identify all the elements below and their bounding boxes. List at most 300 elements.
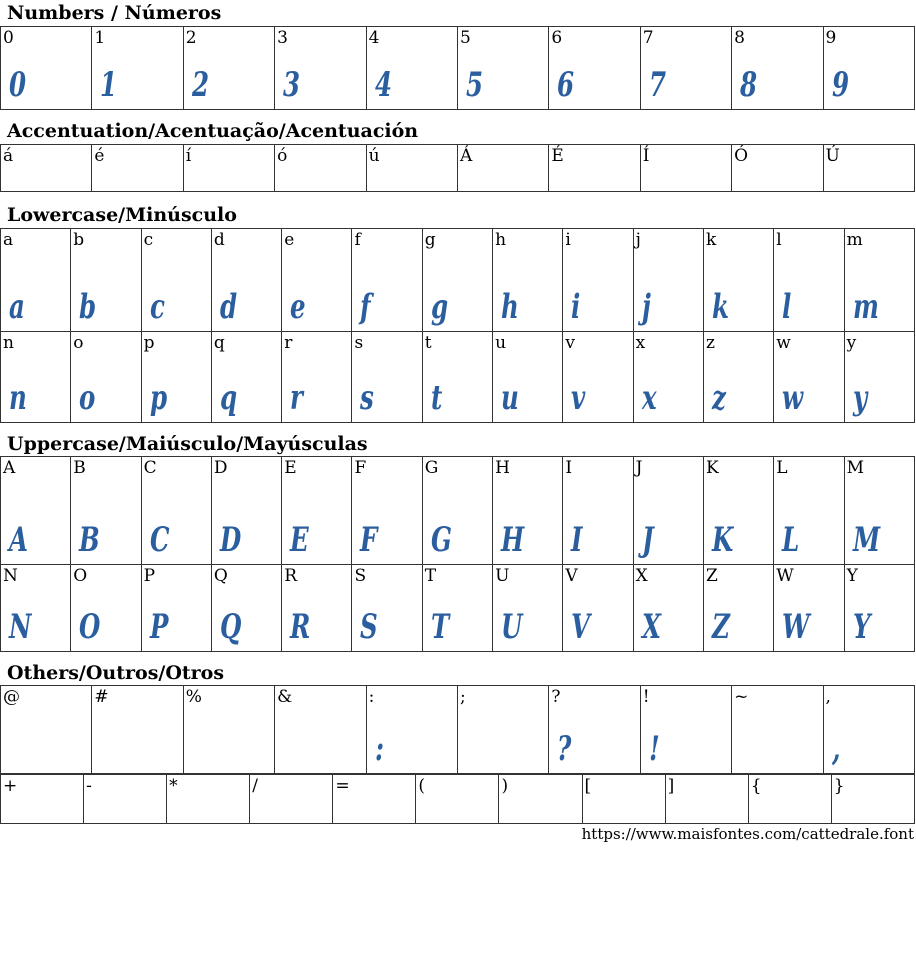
char-label: V bbox=[565, 566, 578, 586]
char-label: 9 bbox=[825, 28, 837, 48]
char-label: a bbox=[3, 230, 14, 250]
glyph-cell-content bbox=[666, 775, 748, 823]
char-label: T bbox=[424, 566, 437, 586]
glyph-cell bbox=[275, 686, 366, 774]
char-label: k bbox=[705, 230, 717, 250]
char-label: t bbox=[424, 333, 432, 353]
glyph-cell-content bbox=[749, 775, 831, 823]
glyph-cell-content bbox=[732, 145, 822, 191]
glyph-sample: B bbox=[79, 520, 100, 560]
glyph-sample: k bbox=[711, 287, 729, 327]
glyph-cell-content bbox=[282, 229, 351, 331]
glyph-cell-content bbox=[423, 229, 492, 331]
others-row-1 bbox=[1, 686, 915, 774]
glyph-cell-content bbox=[367, 686, 457, 773]
glyph-sample: a bbox=[9, 287, 25, 327]
char-label: ú bbox=[368, 146, 380, 166]
glyph-cell-content bbox=[282, 332, 351, 422]
glyph-cell bbox=[366, 145, 457, 192]
glyph-cell-content bbox=[549, 27, 639, 109]
char-label: 4 bbox=[368, 28, 380, 48]
glyph-cell-content bbox=[423, 565, 492, 651]
glyph-cell-content bbox=[352, 229, 421, 331]
glyph-cell bbox=[774, 332, 844, 423]
glyph-cell bbox=[640, 145, 731, 192]
char-label: ] bbox=[667, 776, 675, 796]
char-label: A bbox=[3, 458, 16, 478]
glyph-cell bbox=[141, 565, 211, 652]
glyph-sample: 9 bbox=[831, 65, 849, 105]
glyph-sample: Y bbox=[852, 607, 871, 647]
glyph-cell-content bbox=[84, 775, 166, 823]
glyph-cell bbox=[640, 686, 731, 774]
glyph-sample: ? bbox=[557, 729, 572, 769]
glyph-cell bbox=[211, 565, 281, 652]
glyph-cell bbox=[703, 457, 773, 565]
glyph-sample: 5 bbox=[465, 65, 483, 105]
glyph-sample: U bbox=[501, 607, 523, 647]
char-label: G bbox=[424, 458, 439, 478]
uppercase-title: Uppercase/Maiúsculo/Mayúsculas bbox=[7, 433, 368, 455]
others-row-2 bbox=[1, 775, 915, 824]
char-label: i bbox=[565, 230, 571, 250]
glyph-cell bbox=[282, 565, 352, 652]
footer-url[interactable]: https://www.maisfontes.com/cattedrale.font bbox=[581, 825, 914, 843]
char-label: b bbox=[73, 230, 85, 250]
glyph-cell bbox=[633, 229, 703, 332]
glyph-cell-content bbox=[563, 332, 632, 422]
glyph-cell bbox=[457, 686, 548, 774]
glyph-cell bbox=[1, 332, 71, 423]
glyph-cell bbox=[493, 229, 563, 332]
glyph-sample: h bbox=[501, 287, 519, 327]
char-label: : bbox=[368, 687, 375, 707]
glyph-cell bbox=[582, 775, 665, 824]
glyph-cell-content bbox=[732, 27, 822, 109]
glyph-sample: 2 bbox=[191, 65, 209, 105]
glyph-cell-content bbox=[142, 565, 211, 651]
char-label: O bbox=[73, 566, 88, 586]
glyph-cell bbox=[71, 332, 141, 423]
glyph-cell bbox=[71, 457, 141, 565]
glyph-cell bbox=[844, 457, 914, 565]
char-label: 2 bbox=[185, 28, 197, 48]
char-label: É bbox=[551, 146, 564, 166]
glyph-cell bbox=[422, 229, 492, 332]
glyph-cell bbox=[84, 775, 167, 824]
glyph-cell-content bbox=[416, 775, 498, 823]
glyph-sample: j bbox=[641, 287, 651, 327]
glyph-cell bbox=[665, 775, 748, 824]
glyph-sample: S bbox=[360, 607, 379, 647]
glyph-cell bbox=[1, 565, 71, 652]
glyph-cell bbox=[457, 27, 548, 110]
glyph-sample: n bbox=[9, 378, 27, 418]
glyph-cell-content bbox=[275, 686, 365, 773]
glyph-cell bbox=[92, 27, 183, 110]
glyph-cell bbox=[633, 332, 703, 423]
glyph-cell-content bbox=[493, 332, 562, 422]
glyph-cell bbox=[416, 775, 499, 824]
glyph-cell bbox=[1, 686, 92, 774]
glyph-cell-content bbox=[275, 145, 365, 191]
char-label: % bbox=[185, 687, 202, 707]
glyph-cell bbox=[282, 332, 352, 423]
glyph-cell bbox=[774, 565, 844, 652]
glyph-cell-content bbox=[142, 332, 211, 422]
glyph-sample: z bbox=[711, 378, 726, 418]
glyph-cell-content bbox=[250, 775, 332, 823]
glyph-cell-content bbox=[845, 457, 914, 564]
glyph-sample: d bbox=[219, 287, 238, 327]
glyph-cell-content bbox=[634, 457, 703, 564]
glyph-cell-content bbox=[704, 565, 773, 651]
glyph-cell bbox=[732, 145, 823, 192]
glyph-cell bbox=[457, 145, 548, 192]
glyph-sample: V bbox=[571, 607, 591, 647]
glyph-sample: D bbox=[219, 520, 242, 560]
char-label: x bbox=[635, 333, 646, 353]
char-label: f bbox=[354, 230, 361, 250]
glyph-sample: I bbox=[571, 520, 583, 560]
char-label: I bbox=[565, 458, 573, 478]
glyph-cell-content bbox=[92, 27, 182, 109]
glyph-cell-content bbox=[92, 145, 182, 191]
glyph-cell-content bbox=[367, 145, 457, 191]
glyph-cell bbox=[352, 332, 422, 423]
numbers-row bbox=[1, 27, 915, 110]
char-label: ) bbox=[501, 776, 509, 796]
glyph-cell-content bbox=[1, 565, 70, 651]
char-label: m bbox=[846, 230, 863, 250]
char-label: Z bbox=[705, 566, 718, 586]
glyph-cell bbox=[823, 686, 914, 774]
others-table-1 bbox=[0, 685, 915, 774]
glyph-cell-content bbox=[352, 565, 421, 651]
glyph-sample: 6 bbox=[557, 65, 575, 105]
glyph-cell-content bbox=[167, 775, 249, 823]
glyph-cell bbox=[422, 565, 492, 652]
glyph-cell bbox=[549, 27, 640, 110]
char-label: Q bbox=[213, 566, 228, 586]
glyph-cell-content bbox=[641, 145, 731, 191]
glyph-sample: F bbox=[360, 520, 378, 560]
char-label: s bbox=[354, 333, 364, 353]
glyph-sample: f bbox=[360, 287, 372, 327]
glyph-sample: c bbox=[149, 287, 165, 327]
glyph-cell-content bbox=[563, 457, 632, 564]
glyph-cell bbox=[141, 457, 211, 565]
glyph-cell-content bbox=[1, 457, 70, 564]
glyph-cell-content bbox=[732, 686, 822, 773]
uppercase-row-2 bbox=[1, 565, 915, 652]
glyph-cell bbox=[1, 229, 71, 332]
glyph-cell-content bbox=[71, 565, 140, 651]
glyph-cell bbox=[141, 332, 211, 423]
glyph-cell bbox=[774, 229, 844, 332]
glyph-sample: C bbox=[149, 520, 170, 560]
glyph-cell-content bbox=[845, 565, 914, 651]
char-label: u bbox=[495, 333, 507, 353]
glyph-cell bbox=[493, 332, 563, 423]
char-label: L bbox=[776, 458, 788, 478]
lowercase-row-1 bbox=[1, 229, 915, 332]
char-label: J bbox=[635, 458, 643, 478]
glyph-sample: 3 bbox=[283, 65, 301, 105]
glyph-cell bbox=[366, 27, 457, 110]
glyph-cell bbox=[366, 686, 457, 774]
glyph-cell-content bbox=[352, 332, 421, 422]
glyph-sample: g bbox=[430, 287, 448, 327]
glyph-cell bbox=[211, 229, 281, 332]
glyph-cell-content bbox=[367, 27, 457, 109]
glyph-cell-content bbox=[704, 229, 773, 331]
accents-title: Accentuation/Acentuação/Acentuación bbox=[7, 120, 419, 142]
glyph-cell bbox=[422, 332, 492, 423]
glyph-cell bbox=[844, 332, 914, 423]
glyph-cell-content bbox=[282, 457, 351, 564]
glyph-cell bbox=[703, 565, 773, 652]
glyph-cell bbox=[92, 145, 183, 192]
char-label: Í bbox=[642, 146, 650, 166]
glyph-cell bbox=[1, 775, 84, 824]
glyph-cell bbox=[352, 229, 422, 332]
glyph-cell bbox=[275, 145, 366, 192]
glyph-cell bbox=[71, 565, 141, 652]
glyph-cell bbox=[563, 229, 633, 332]
glyph-cell bbox=[275, 27, 366, 110]
char-label: 7 bbox=[642, 28, 654, 48]
char-label: Y bbox=[846, 566, 858, 586]
glyph-sample: b bbox=[79, 287, 97, 327]
uppercase-table bbox=[0, 456, 915, 652]
glyph-cell-content bbox=[704, 332, 773, 422]
glyph-cell bbox=[549, 145, 640, 192]
glyph-sample: q bbox=[219, 378, 238, 418]
numbers-title: Numbers / Números bbox=[7, 2, 222, 24]
glyph-cell-content bbox=[212, 229, 281, 331]
char-label: p bbox=[143, 333, 155, 353]
glyph-sample: r bbox=[290, 378, 304, 418]
char-label: [ bbox=[584, 776, 592, 796]
glyph-cell-content bbox=[824, 686, 914, 773]
glyph-sample: m bbox=[852, 287, 879, 327]
glyph-sample: e bbox=[290, 287, 306, 327]
glyph-cell-content bbox=[493, 457, 562, 564]
glyph-cell-content bbox=[333, 775, 415, 823]
char-label: 5 bbox=[459, 28, 471, 48]
glyph-sample: M bbox=[852, 520, 880, 560]
char-label: y bbox=[846, 333, 857, 353]
glyph-cell-content bbox=[845, 332, 914, 422]
glyph-cell-content bbox=[142, 457, 211, 564]
glyph-cell bbox=[422, 457, 492, 565]
glyph-cell-content bbox=[71, 229, 140, 331]
char-label: D bbox=[213, 458, 228, 478]
glyph-cell bbox=[703, 229, 773, 332]
glyph-cell bbox=[71, 229, 141, 332]
char-label: H bbox=[495, 458, 510, 478]
glyph-cell bbox=[703, 332, 773, 423]
glyph-cell-content bbox=[845, 229, 914, 331]
glyph-cell-content bbox=[458, 686, 548, 773]
glyph-sample: y bbox=[852, 378, 867, 418]
char-label: w bbox=[776, 333, 791, 353]
char-label: Ó bbox=[734, 146, 749, 166]
char-label: g bbox=[424, 230, 436, 250]
glyph-sample: R bbox=[290, 607, 311, 647]
char-label: 8 bbox=[734, 28, 745, 48]
glyph-sample: x bbox=[641, 378, 657, 418]
glyph-cell bbox=[499, 775, 582, 824]
glyph-cell-content bbox=[1, 686, 91, 773]
glyph-cell-content bbox=[1, 229, 70, 331]
char-label: í bbox=[185, 146, 192, 166]
glyph-sample: O bbox=[79, 607, 101, 647]
glyph-sample: W bbox=[782, 607, 810, 647]
others-table-2 bbox=[0, 774, 915, 824]
glyph-cell bbox=[844, 565, 914, 652]
char-label: j bbox=[635, 230, 641, 250]
glyph-sample: Z bbox=[711, 607, 730, 647]
char-label: N bbox=[3, 566, 18, 586]
glyph-cell bbox=[844, 229, 914, 332]
glyph-cell-content bbox=[212, 565, 281, 651]
glyph-sample: E bbox=[290, 520, 309, 560]
glyph-cell-content bbox=[184, 686, 274, 773]
glyph-cell-content bbox=[142, 229, 211, 331]
char-label: ó bbox=[277, 146, 288, 166]
char-label: 0 bbox=[3, 28, 14, 48]
char-label: X bbox=[635, 566, 648, 586]
glyph-cell bbox=[493, 565, 563, 652]
char-label: ! bbox=[642, 687, 650, 707]
glyph-sample: L bbox=[782, 520, 800, 560]
char-label: F bbox=[354, 458, 367, 478]
glyph-cell-content bbox=[212, 457, 281, 564]
glyph-sample: v bbox=[571, 378, 586, 418]
accents-table bbox=[0, 144, 915, 192]
char-label: n bbox=[3, 333, 14, 353]
glyph-cell bbox=[493, 457, 563, 565]
glyph-cell-content bbox=[493, 229, 562, 331]
glyph-sample: p bbox=[149, 378, 167, 418]
glyph-sample: t bbox=[430, 378, 443, 418]
char-label: 1 bbox=[94, 28, 106, 48]
glyph-sample: , bbox=[831, 729, 841, 769]
glyph-cell-content bbox=[563, 229, 632, 331]
glyph-cell-content bbox=[1, 145, 91, 191]
glyph-cell-content bbox=[832, 775, 914, 823]
glyph-cell bbox=[282, 229, 352, 332]
glyph-cell bbox=[563, 332, 633, 423]
glyph-sample: T bbox=[430, 607, 450, 647]
glyph-cell-content bbox=[641, 686, 731, 773]
glyph-sample: : bbox=[374, 729, 384, 769]
glyph-cell-content bbox=[549, 686, 639, 773]
char-label: h bbox=[495, 230, 507, 250]
glyph-cell bbox=[92, 686, 183, 774]
char-label: 3 bbox=[277, 28, 288, 48]
glyph-cell bbox=[211, 332, 281, 423]
glyph-cell-content bbox=[423, 457, 492, 564]
glyph-sample: J bbox=[641, 520, 654, 560]
glyph-cell bbox=[748, 775, 831, 824]
glyph-sample: l bbox=[782, 287, 792, 327]
glyph-sample: u bbox=[501, 378, 519, 418]
glyph-cell bbox=[732, 27, 823, 110]
glyph-cell-content bbox=[423, 332, 492, 422]
glyph-cell-content bbox=[184, 27, 274, 109]
glyph-sample: i bbox=[571, 287, 581, 327]
char-label: Á bbox=[459, 146, 473, 166]
glyph-sample: w bbox=[782, 378, 804, 418]
glyph-sample: ! bbox=[648, 729, 660, 769]
char-label: + bbox=[3, 776, 18, 796]
char-label: z bbox=[705, 333, 715, 353]
glyph-cell-content bbox=[499, 775, 581, 823]
others-title: Others/Outros/Otros bbox=[7, 662, 225, 684]
glyph-cell bbox=[1, 27, 92, 110]
glyph-cell bbox=[167, 775, 250, 824]
accents-row bbox=[1, 145, 915, 192]
glyph-sample: o bbox=[79, 378, 96, 418]
char-label: c bbox=[143, 230, 154, 250]
char-label: @ bbox=[3, 687, 20, 707]
numbers-table bbox=[0, 26, 915, 110]
glyph-sample: N bbox=[9, 607, 32, 647]
char-label: , bbox=[825, 687, 831, 707]
char-label: E bbox=[284, 458, 297, 478]
glyph-cell-content bbox=[212, 332, 281, 422]
char-label: é bbox=[94, 146, 105, 166]
glyph-cell bbox=[282, 457, 352, 565]
glyph-cell bbox=[774, 457, 844, 565]
glyph-cell bbox=[823, 27, 914, 110]
char-label: S bbox=[354, 566, 367, 586]
glyph-cell bbox=[823, 145, 914, 192]
glyph-cell-content bbox=[458, 145, 548, 191]
glyph-cell bbox=[183, 27, 274, 110]
char-label: v bbox=[565, 333, 575, 353]
glyph-cell bbox=[633, 565, 703, 652]
glyph-cell-content bbox=[634, 229, 703, 331]
glyph-cell bbox=[333, 775, 416, 824]
glyph-cell-content bbox=[774, 457, 843, 564]
glyph-cell bbox=[831, 775, 914, 824]
char-label: ; bbox=[459, 687, 466, 707]
glyph-sample: 0 bbox=[9, 65, 27, 105]
char-label: K bbox=[705, 458, 719, 478]
glyph-cell-content bbox=[1, 27, 91, 109]
char-label: U bbox=[495, 566, 510, 586]
glyph-cell bbox=[141, 229, 211, 332]
char-label: Ú bbox=[825, 146, 840, 166]
char-label: } bbox=[833, 776, 845, 796]
glyph-cell bbox=[250, 775, 333, 824]
glyph-sample: 7 bbox=[648, 65, 666, 105]
char-label: W bbox=[776, 566, 794, 586]
glyph-cell bbox=[1, 145, 92, 192]
char-label: d bbox=[213, 230, 225, 250]
char-label: B bbox=[73, 458, 86, 478]
glyph-sample: A bbox=[9, 520, 29, 560]
glyph-cell-content bbox=[634, 332, 703, 422]
char-label: l bbox=[776, 230, 782, 250]
lowercase-row-2 bbox=[1, 332, 915, 423]
glyph-cell-content bbox=[458, 27, 548, 109]
uppercase-row-1 bbox=[1, 457, 915, 565]
